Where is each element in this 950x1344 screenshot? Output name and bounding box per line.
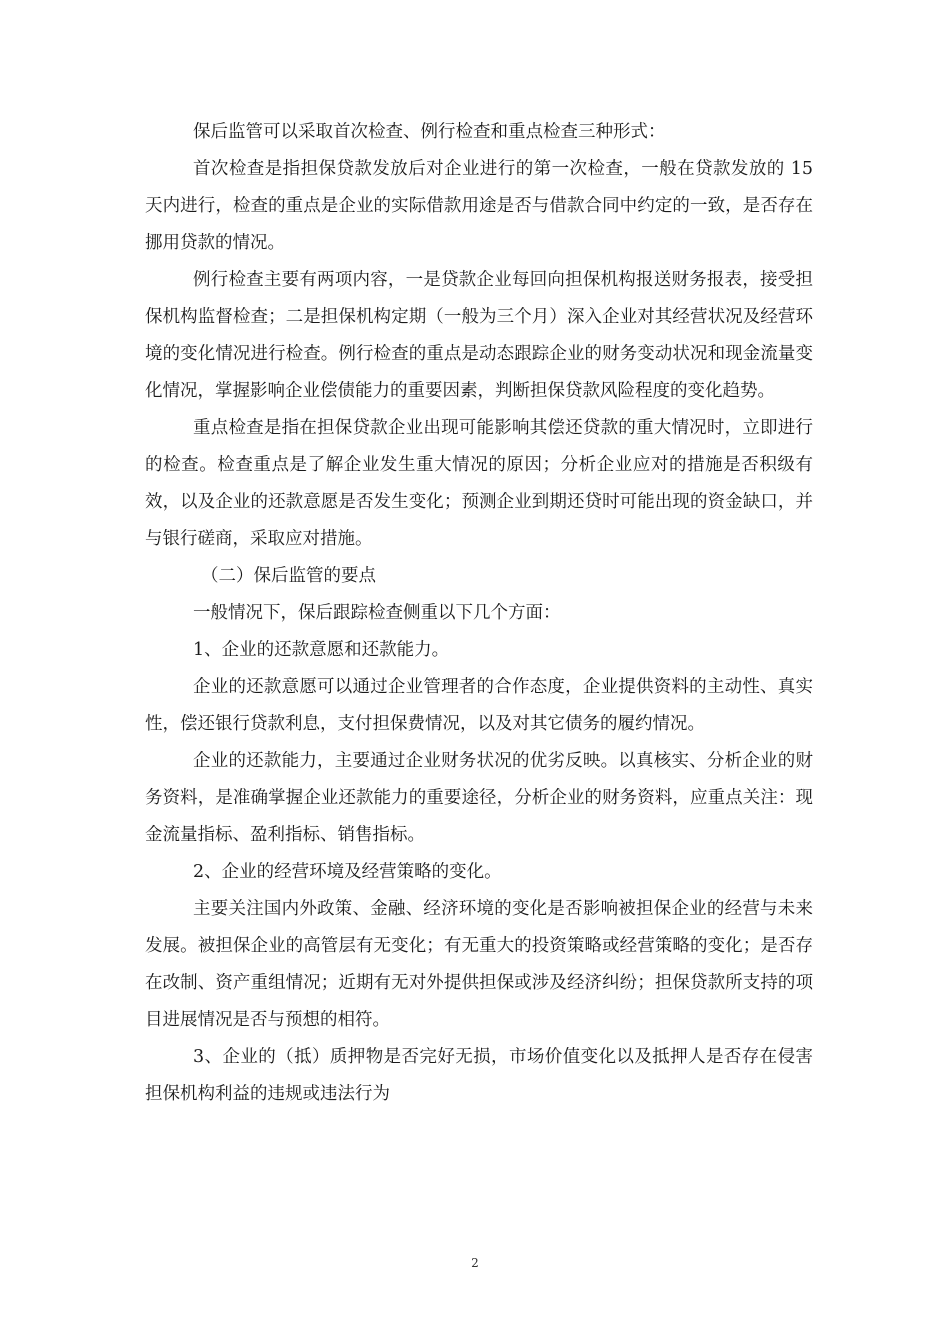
paragraph-key-inspection: 重点检查是指在担保贷款企业出现可能影响其偿还贷款的重大情况时，立即进行的检查。检查重点是了解企业发生重大情况的原因；分析企业应对的措施是否积级有效，以及企业的还款意愿是否发生变化；预测企业到期还贷时可能出现的资金缺口，并与银行磋商，采取应对措施。 bbox=[145, 418, 813, 549]
document-body bbox=[145, 114, 813, 1113]
paragraph-repayment-willingness: 企业的还款意愿可以通过企业管理者的合作态度，企业提供资料的主动性、真实性，偿还银行贷款利息，支付担保费情况，以及对其它债务的履约情况。 bbox=[145, 677, 813, 734]
paragraph-repayment-ability: 企业的还款能力，主要通过企业财务状况的优劣反映。以真核实、分析企业的财务资料，是准确掌握企业还款能力的重要途径，分析企业的财务资料，应重点关注：现金流量指标、盈利指标、销售指标。 bbox=[145, 751, 813, 845]
list-item-2-title: 2、企业的经营环境及经营策略的变化。 bbox=[193, 862, 502, 882]
paragraph-general: 一般情况下，保后跟踪检查侧重以下几个方面： bbox=[193, 603, 561, 623]
paragraph-intro: 保后监管可以采取首次检查、例行检查和重点检查三种形式： bbox=[193, 122, 666, 142]
paragraph-environment: 主要关注国内外政策、金融、经济环境的变化是否影响被担保企业的经营与未来发展。被担保企业的高管层有无变化；有无重大的投资策略或经营策略的变化；是否存在改制、资产重组情况；近期有无对外提供担保或涉及经济纠纷；担保贷款所支持的项目进展情况是否与预想的相符。 bbox=[145, 899, 813, 1030]
list-item-1-title: 1、企业的还款意愿和还款能力。 bbox=[193, 640, 450, 660]
section-heading: （二）保后监管的要点 bbox=[201, 566, 376, 586]
page-number: 2 bbox=[471, 1256, 479, 1270]
list-item-3-title: 3、企业的（抵）质押物是否完好无损，市场价值变化以及抵押人是否存在侵害担保机构利益的违规或违法行为 bbox=[145, 1047, 813, 1104]
paragraph-routine-inspection: 例行检查主要有两项内容，一是贷款企业每回向担保机构报送财务报表，接受担保机构监督检查；二是担保机构定期（一般为三个月）深入企业对其经营状况及经营环境的变化情况进行检查。例行检查的重点是动态跟踪企业的财务变动状况和现金流量变化情况，掌握影响企业偿债能力的重要因素，判断担保贷款风险程度的变化趋势。 bbox=[145, 270, 813, 401]
paragraph-first-inspection: 首次检查是指担保贷款发放后对企业进行的第一次检查，一般在贷款发放的 15 天内进行，检查的重点是企业的实际借款用途是否与借款合同中约定的一致，是否存在挪用贷款的情况。 bbox=[145, 159, 813, 253]
